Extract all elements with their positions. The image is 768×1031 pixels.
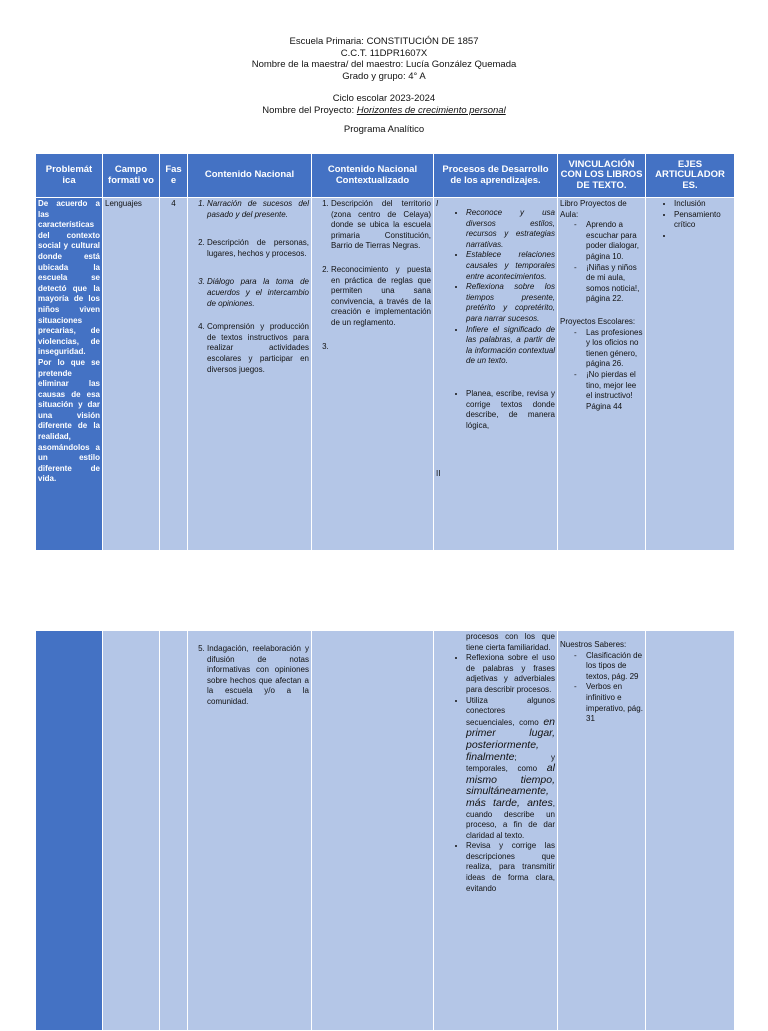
contenido-item: 5. Indagación, reelaboración y difusión de notas informativas con opiniones sobre hechos que afectan a la escuela y/o a la comunidad. bbox=[207, 644, 309, 708]
school-cct: C.C.T. 11DPR1607X bbox=[340, 47, 428, 59]
procesos-list bbox=[436, 653, 555, 894]
contextualizado-cell bbox=[312, 198, 434, 551]
libros-saberes-title: Nuestros Saberes: bbox=[560, 640, 627, 649]
contenido-cell bbox=[188, 631, 312, 1031]
libro-item: - Clasificación de los tipos de textos, pág. 29 bbox=[576, 651, 643, 683]
procesos-item: • Reconoce y usa diversos estilos, recursos y estrategias narrativas. bbox=[466, 208, 555, 250]
contenido-cell bbox=[188, 198, 312, 551]
ejes-cell bbox=[646, 198, 735, 551]
table-row bbox=[36, 198, 735, 551]
ejes-list bbox=[648, 199, 732, 241]
libro-item: - ¡No pierdas el tino, mejor lee el instructivo! Página 44 bbox=[576, 370, 643, 412]
procesos-item: • Revisa y corrige las descripciones que realiza, para transmitir ideas de forma clara, evitando bbox=[466, 841, 555, 894]
procesos-list bbox=[436, 208, 555, 367]
conectores-secuenciales: en primer lugar, posteriormente, finalmente bbox=[466, 715, 555, 763]
school-cycle: Ciclo escolar 2023-2024 bbox=[332, 93, 436, 104]
grade-group: Grado y grupo: 4° A bbox=[342, 70, 426, 82]
libros-escolares-title: Proyectos Escolares: bbox=[560, 316, 636, 326]
eje-item: • Pensamiento crítico bbox=[674, 210, 732, 231]
contenido-item: 4. Comprensión y producción de textos instructivos para realizar actividades escolares y participar en diversos juegos. bbox=[207, 322, 309, 375]
analytic-table-part2 bbox=[35, 630, 735, 1031]
col-header-fase: Fas e bbox=[160, 154, 188, 198]
table-header-row bbox=[36, 154, 735, 198]
libros-escolares-list bbox=[560, 328, 643, 413]
campo-cell bbox=[103, 631, 160, 1031]
eje-item: • Inclusión bbox=[674, 199, 732, 210]
campo-cell: Lenguajes bbox=[103, 198, 160, 551]
contenido-item: 2. Descripción de personas, lugares, hechos y procesos. bbox=[207, 238, 309, 259]
col-header-contenido: Contenido Nacional bbox=[188, 154, 312, 198]
contextualizado-item bbox=[331, 342, 431, 353]
school-name: Escuela Primaria: CONSTITUCIÓN DE 1857 bbox=[289, 36, 479, 47]
procesos-item: • Planea, escribe, revisa y corrige textos donde describe, de manera lógica, bbox=[466, 389, 555, 431]
libros-aula-title: Libro Proyectos de Aula: bbox=[560, 199, 627, 219]
eje-item bbox=[674, 231, 732, 242]
project-name: Horizontes de crecimiento personal bbox=[356, 104, 506, 116]
contenido-item: 3. Diálogo para la toma de acuerdos y el intercambio de opiniones. bbox=[207, 277, 309, 309]
procesos-item bbox=[466, 696, 555, 842]
libros-saberes-list bbox=[560, 651, 643, 725]
procesos-item: • Reflexiona sobre el uso de palabras y frases adjetivas y adverbiales para describir procesos. bbox=[466, 653, 555, 695]
libro-item: - Verbos en infinitivo e imperativo, pág. 31 bbox=[576, 682, 643, 724]
contextualizado-item: 2. Reconocimiento y puesta en práctica de reglas que permiten una sana convivencia, a través de la creación e implementación de un reglamento. bbox=[331, 265, 431, 329]
contextualizado-cell bbox=[312, 631, 434, 1031]
conectores-mid: ; y temporales, como bbox=[466, 752, 555, 774]
procesos-list-2 bbox=[436, 389, 555, 431]
col-header-contextualizado: Contenido Nacional Contextualizado bbox=[312, 154, 434, 198]
libro-item: - ¡Niñas y niños de mi aula, somos noticia!, página 22. bbox=[576, 263, 643, 305]
project-line bbox=[0, 105, 768, 117]
procesos-continuation: procesos con los que tiene cierta familiaridad. bbox=[466, 632, 555, 652]
conectores-intro: Utiliza algunos conectores secuenciales, como bbox=[466, 695, 555, 727]
document-header bbox=[0, 36, 768, 136]
conectores-temporales: al mismo tiempo, simultáneamente, más tarde, antes bbox=[466, 762, 555, 809]
conectores-end: , cuando describe un proceso, a fin de dar claridad al texto. bbox=[466, 798, 555, 840]
analytic-table-part1 bbox=[35, 153, 735, 551]
program-title: Programa Analítico bbox=[343, 124, 425, 135]
procesos-cell bbox=[434, 631, 558, 1031]
marker-ii: II bbox=[436, 469, 441, 478]
procesos-item: • Establece relaciones causales y temporales entre acontecimientos. bbox=[466, 250, 555, 282]
libros-aula-list bbox=[560, 220, 643, 305]
fase-cell: 4 bbox=[160, 198, 188, 551]
col-header-campo: Campo formati vo bbox=[103, 154, 160, 198]
libro-item: - Aprendo a escuchar para poder dialogar, página 10. bbox=[576, 220, 643, 262]
procesos-cell bbox=[434, 198, 558, 551]
contenido-item: 1. Narración de sucesos del pasado y del presente. bbox=[207, 199, 309, 220]
procesos-item: • Infiere el significado de las palabras, a partir de la información contextual de un texto. bbox=[466, 325, 555, 367]
libro-item: - Las profesiones y los oficios no tienen género, página 26. bbox=[576, 328, 643, 370]
vinculacion-cell bbox=[558, 631, 646, 1031]
project-label: Nombre del Proyecto: bbox=[262, 104, 355, 116]
col-header-problematica: Problemát ica bbox=[36, 154, 103, 198]
problematica-cell bbox=[36, 631, 103, 1031]
ejes-cell bbox=[646, 631, 735, 1031]
col-header-ejes: EJES ARTICULADOR ES. bbox=[646, 154, 735, 198]
vinculacion-cell bbox=[558, 198, 646, 551]
problematica-cell: De acuerdo a las características del contexto social y cultural donde está ubicada la escuela se detectó que la mayoría de los niños viven situaciones precarias, de violencias, de inseguridad. Por lo que se pretende eliminar las causas de esa situación y dar una visión diferente de la realidad, asomándolos a un estilo diferente de vida. bbox=[36, 198, 103, 551]
fase-cell bbox=[160, 631, 188, 1031]
table-row bbox=[36, 631, 735, 1031]
col-header-procesos: Procesos de Desarrollo de los aprendizajes. bbox=[434, 154, 558, 198]
procesos-item: • Reflexiona sobre los tiempos presente, pretérito y copretérito, para narrar sucesos. bbox=[466, 282, 555, 324]
marker-i: I bbox=[436, 199, 439, 208]
contextualizado-item: 1. Descripción del territorio (zona centro de Celaya) donde se ubica la escuela primaria Constitución, Barrio de Tierras Negras. bbox=[331, 199, 431, 252]
teacher-name: Nombre de la maestra/ del maestro: Lucía González Quemada bbox=[251, 59, 517, 70]
col-header-vinculacion: VINCULACIÓN CON LOS LIBROS DE TEXTO. bbox=[558, 154, 646, 198]
